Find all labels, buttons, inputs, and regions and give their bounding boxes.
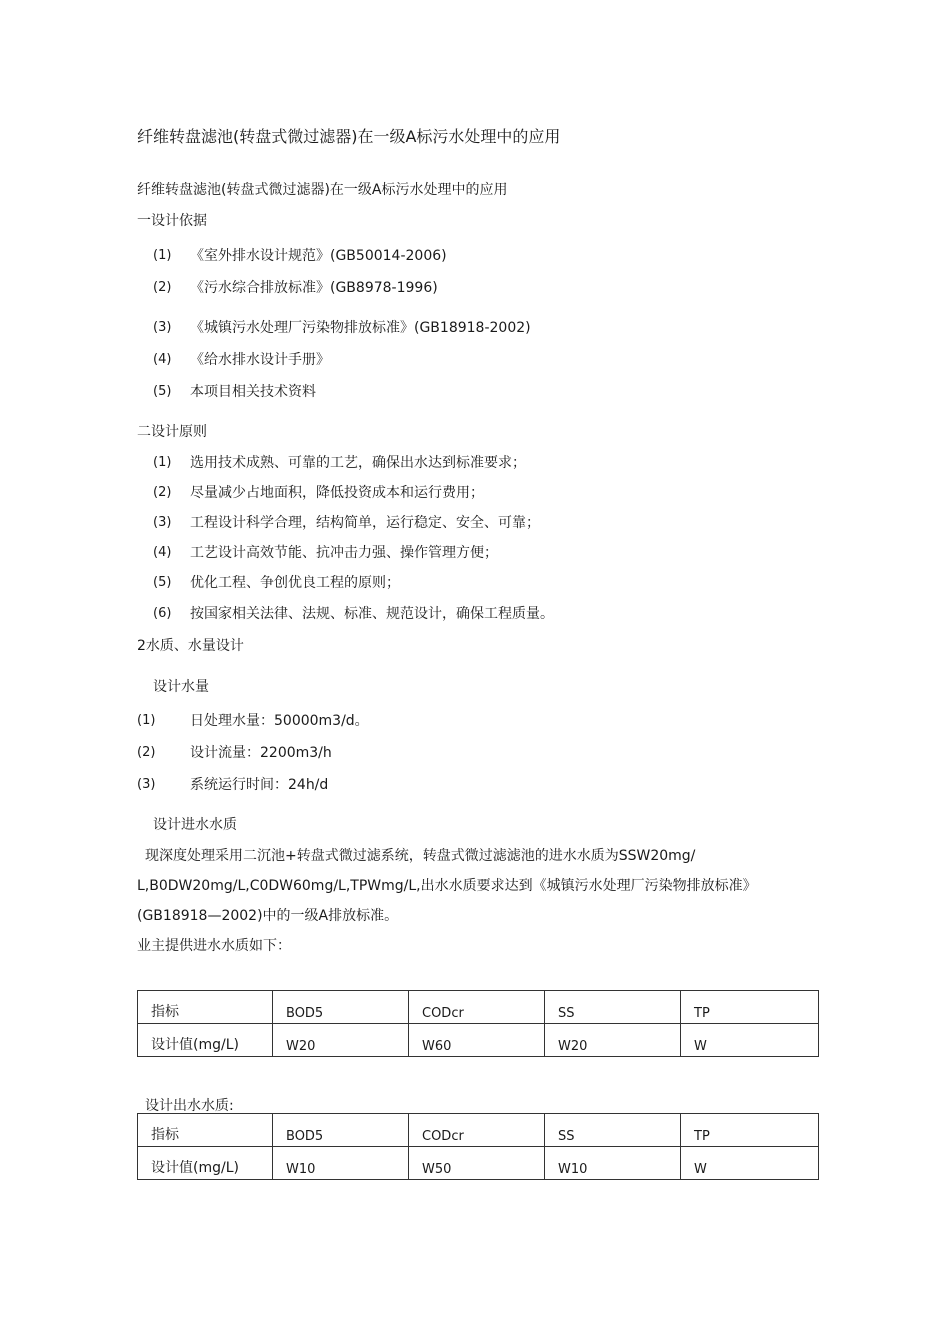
paragraph-line: 现深度处理采用二沉池+转盘式微过滤系统，转盘式微过滤滤池的进水水质为SSW20mg/	[145, 848, 696, 864]
table-cell: 指标	[138, 1114, 273, 1147]
list-item-text: 选用技术成熟、可靠的工艺，确保出水达到标准要求；	[190, 455, 526, 471]
owner-note: 业主提供进水水质如下：	[137, 938, 291, 954]
list-item-text: 《污水综合排放标准》(GB8978-1996)	[190, 280, 438, 296]
table-cell: 指标	[138, 991, 273, 1024]
list-item-number: (1)	[153, 455, 172, 470]
table-cell: SS	[545, 991, 681, 1024]
section2-heading: 二设计原则	[137, 424, 207, 440]
table-header-row	[138, 991, 819, 1024]
table-cell: CODcr	[409, 991, 545, 1024]
list-item-number: (2)	[153, 280, 172, 295]
list-item-number: (4)	[153, 352, 172, 367]
list-item-number: (4)	[153, 545, 172, 560]
list-item-number: (2)	[137, 745, 156, 760]
main-title: 纤维转盘滤池(转盘式微过滤器)在一级A标污水处理中的应用	[137, 127, 561, 146]
list-item-text: 日处理水量：50000m3/d。	[190, 713, 369, 729]
table-row	[138, 1147, 819, 1180]
table-cell: W20	[273, 1024, 409, 1057]
list-item-number: (5)	[153, 575, 172, 590]
table-cell: W20	[545, 1024, 681, 1057]
inlet-quality-heading: 设计进水水质	[153, 817, 237, 833]
table-cell: W50	[409, 1147, 545, 1180]
table-header-row	[138, 1114, 819, 1147]
paragraph-line: (GB18918—2002)中的一级A排放标准。	[137, 908, 399, 924]
table-row	[138, 1024, 819, 1057]
list-item-text: 工艺设计高效节能、抗冲击力强、操作管理方便；	[190, 545, 498, 561]
list-item-text: 《城镇污水处理厂污染物排放标准》(GB18918-2002)	[190, 320, 531, 336]
section3-heading: 2水质、水量设计	[137, 638, 244, 654]
table-cell: SS	[545, 1114, 681, 1147]
list-item-number: (1)	[137, 713, 156, 728]
list-item-number: (1)	[153, 248, 172, 263]
table-cell: BOD5	[273, 1114, 409, 1147]
outlet-quality-label: 设计出水水质:	[145, 1098, 234, 1114]
outlet-quality-table	[137, 1113, 819, 1180]
list-item-text: 本项目相关技术资料	[190, 384, 316, 400]
list-item-text: 优化工程、争创优良工程的原则；	[190, 575, 400, 591]
section1-heading: 一设计依据	[137, 213, 207, 229]
list-item-number: (2)	[153, 485, 172, 500]
table-cell: TP	[681, 991, 819, 1024]
list-item-text: 《给水排水设计手册》	[190, 352, 330, 368]
design-flow-heading: 设计水量	[153, 679, 209, 695]
list-item-number: (5)	[153, 384, 172, 399]
list-item-number: (3)	[137, 777, 156, 792]
table-cell: W10	[273, 1147, 409, 1180]
table-cell: BOD5	[273, 991, 409, 1024]
list-item-number: (6)	[153, 606, 172, 621]
list-item-text: 系统运行时间：24h/d	[190, 777, 329, 793]
table-cell: W	[681, 1024, 819, 1057]
list-item-number: (3)	[153, 515, 172, 530]
list-item-text: 《室外排水设计规范》(GB50014-2006)	[190, 248, 447, 264]
paragraph-line: L,B0DW20mg/L,C0DW60mg/L,TPWmg/L,出水水质要求达到《城镇污水处理厂污染物排放标准》	[137, 878, 757, 894]
sub-title: 纤维转盘滤池(转盘式微过滤器)在一级A标污水处理中的应用	[137, 182, 508, 198]
table-cell: TP	[681, 1114, 819, 1147]
list-item-text: 设计流量：2200m3/h	[190, 745, 332, 761]
table-cell: W10	[545, 1147, 681, 1180]
list-item-text: 尽量减少占地面积，降低投资成本和运行费用；	[190, 485, 484, 501]
table-cell: CODcr	[409, 1114, 545, 1147]
inlet-quality-table	[137, 990, 819, 1057]
list-item-text: 按国家相关法律、法规、标准、规范设计，确保工程质量。	[190, 606, 554, 622]
table-cell: W60	[409, 1024, 545, 1057]
list-item-text: 工程设计科学合理，结构简单，运行稳定、安全、可靠；	[190, 515, 540, 531]
table-cell: 设计值(mg/L)	[138, 1024, 273, 1057]
list-item-number: (3)	[153, 320, 172, 335]
table-cell: W	[681, 1147, 819, 1180]
table-cell: 设计值(mg/L)	[138, 1147, 273, 1180]
